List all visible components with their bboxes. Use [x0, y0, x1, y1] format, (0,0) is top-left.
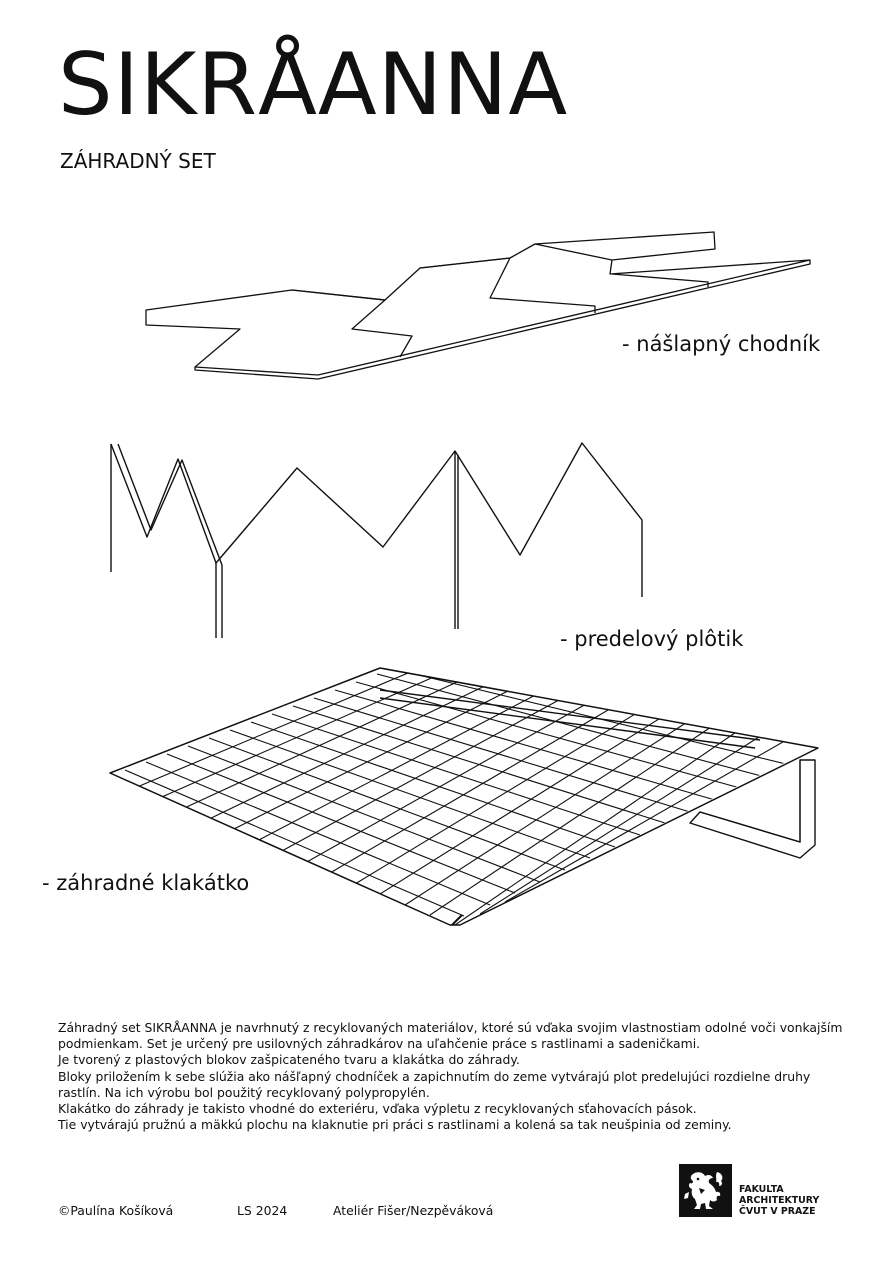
logo-line: ČVUT V PRAZE	[739, 1206, 816, 1217]
stepping-path-label: - nášlapný chodník	[622, 332, 821, 356]
divider-fence-label: - predelový plôtik	[560, 627, 744, 651]
description-line: Klakátko do záhrady je takisto vhodné do exteriéru, vďaka výpletu z recyklovaných sťahovacích pások.	[58, 1101, 697, 1117]
lion-emblem-icon	[679, 1164, 732, 1217]
description-line: Záhradný set SIKRÅANNA je navrhnutý z recyklovaných materiálov, ktoré sú vďaka svojim vlastnostiam odolné voči vonkajším podmienkam. Set je určený pre usilovných záhradkárov na uľahčenie práce s rastlinami a sadeničkami.	[58, 1020, 843, 1052]
garden-kneeler-label: - záhradné klakátko	[42, 871, 250, 895]
faculty-logo-text	[739, 1184, 819, 1217]
stepping-path-drawing	[140, 222, 820, 384]
page-title: SIKRÅANNA	[58, 35, 569, 135]
footer-studio: Ateliér Fišer/Nezpěváková	[333, 1203, 494, 1218]
description-line: Tie vytvárajú pružnú a mäkkú plochu na klaknutie pri práci s rastlinami a kolená sa tak neušpinia od zeminy.	[58, 1117, 732, 1133]
description-line: Bloky priložením k sebe slúžia ako nášľapný chodníček a zapichnutím do zeme vytvárajú plot predelujúci rozdielne druhy rastlín. Na ich výrobu bol použitý recyklovaný polypropylén.	[58, 1068, 811, 1100]
logo-line: ARCHITEKTURY	[739, 1195, 820, 1206]
footer-term: LS 2024	[237, 1203, 288, 1218]
description-line: Je tvorený z plastových blokov zašpicateného tvaru a klakátka do záhrady.	[58, 1052, 520, 1068]
page-subtitle: ZÁHRADNÝ SET	[60, 149, 216, 173]
description-text	[58, 1020, 848, 1133]
footer-author: ©Paulína Košíková	[58, 1203, 174, 1218]
logo-line: FAKULTA	[739, 1184, 784, 1195]
divider-fence-drawing	[100, 436, 660, 646]
